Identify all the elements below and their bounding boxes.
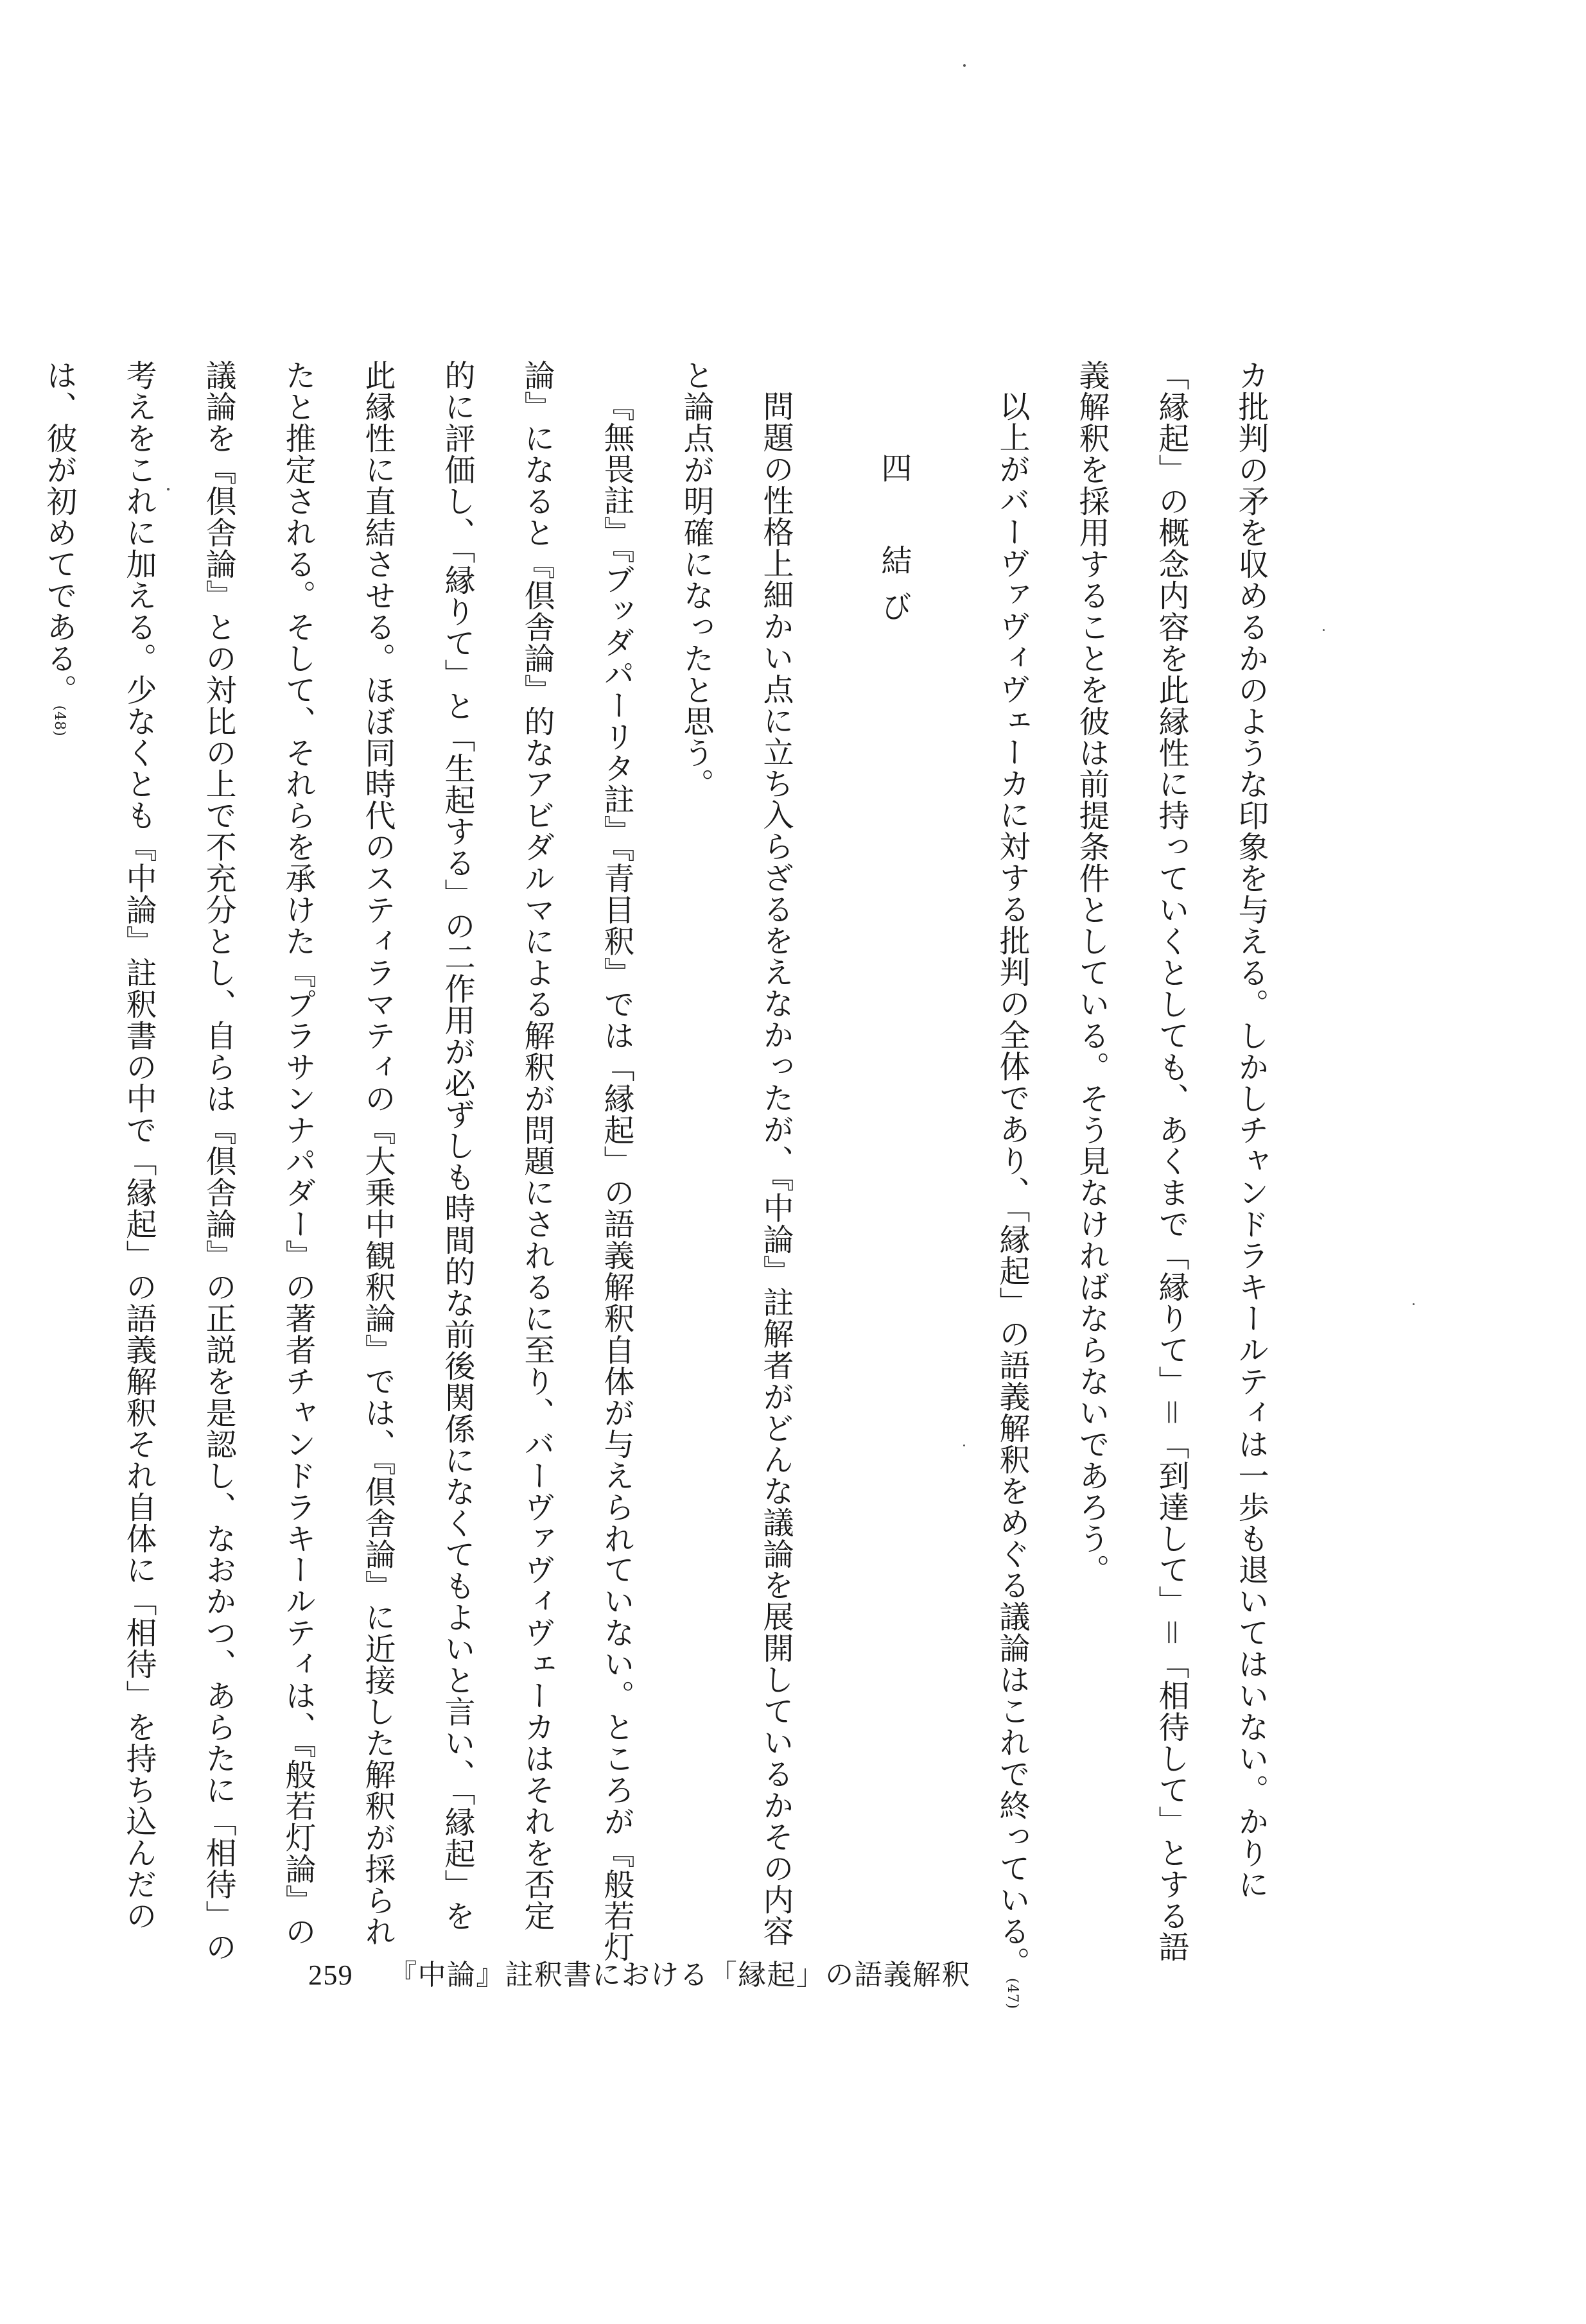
- text-line-3: 義解釈を採用することを彼は前提条件としている。そう見なければならないであろう。: [1074, 360, 1110, 1586]
- text-line-8: 論』になると『倶舎論』的なアビダルマによる解釈が問題にされるに至り、バーヴァヴィヴェーカはそれを否定: [519, 360, 555, 1931]
- scan-speck: [167, 488, 170, 490]
- scan-speck: [963, 1444, 965, 1446]
- text-line-1: カ批判の矛を収めるかのような印象を与える。しかしチャンドラキールティは一歩も退いてはいない。かりに: [1233, 360, 1269, 1900]
- text-line-6: と論点が明確になったと思う。: [678, 360, 714, 800]
- scan-speck: [1413, 1303, 1415, 1305]
- text-line-13: [99, 360, 179, 1931]
- text-line-14: [19, 360, 99, 1900]
- text-line-15: [0, 360, 19, 1900]
- running-title: 『中論』註釈書における「縁起」の語義解釈: [388, 1959, 971, 1991]
- scan-speck: [963, 64, 966, 67]
- text-line-2: 「縁起」の概念内容を此縁性に持っていくとしても、あくまで「縁りて」＝「到達して」＝「相待して」とする語: [1153, 360, 1189, 1963]
- text-line-14-content: は、彼が初めてである。: [41, 360, 77, 706]
- running-footer: [308, 1952, 971, 1993]
- text-line-12: 議論を『倶舎論』との対比の上で不充分とし、自らは『倶舎論』の正説を是認し、なおかつ、あらたに「相待」の: [200, 360, 236, 1963]
- text-line-4-content: 以上がバーヴァヴィヴェーカに対する批判の全体であり、「縁起」の語義解釈をめぐる議論はこれで終っている。: [994, 390, 1030, 1978]
- text-line-13-content: 考えをこれに加える。少なくとも『中論』註釈書の中で「縁起」の語義解釈それ自体に「相待」を持ち込んだの: [121, 360, 157, 1931]
- text-line-11: たと推定される。そして、それらを承けた『プラサンナパダー』の著者チャンドラキールティは、『般若灯論』の: [280, 360, 316, 1947]
- section-heading: 四 結び: [876, 452, 912, 637]
- text-line-7: 『無畏註』『ブッダパーリタ註』『青目釈』では「縁起」の語義解釈自体が与えられていない。ところが『般若灯: [598, 390, 634, 1963]
- footnote-ref-48: (48): [51, 705, 67, 737]
- footnote-ref-47: (47): [1004, 1977, 1020, 2009]
- scan-speck: [1323, 629, 1325, 631]
- text-line-4: [972, 360, 1052, 2009]
- text-line-9: 的に評価し、「縁りて」と「生起する」の二作用が必ずしも時間的な前後関係になくてもよいと言い、「縁起」を: [439, 360, 475, 1932]
- page-number: 259: [308, 1959, 353, 1991]
- text-line-10: 此縁性に直結させる。ほぼ同時代のスティラマティの『大乗中観釈論』では、『倶舎論』に近接した解釈が採られ: [360, 360, 396, 1947]
- text-line-5: 問題の性格上細かい点に立ち入らざるをえなかったが、『中論』註解者がどんな議論を展開しているかその内容: [758, 390, 794, 1947]
